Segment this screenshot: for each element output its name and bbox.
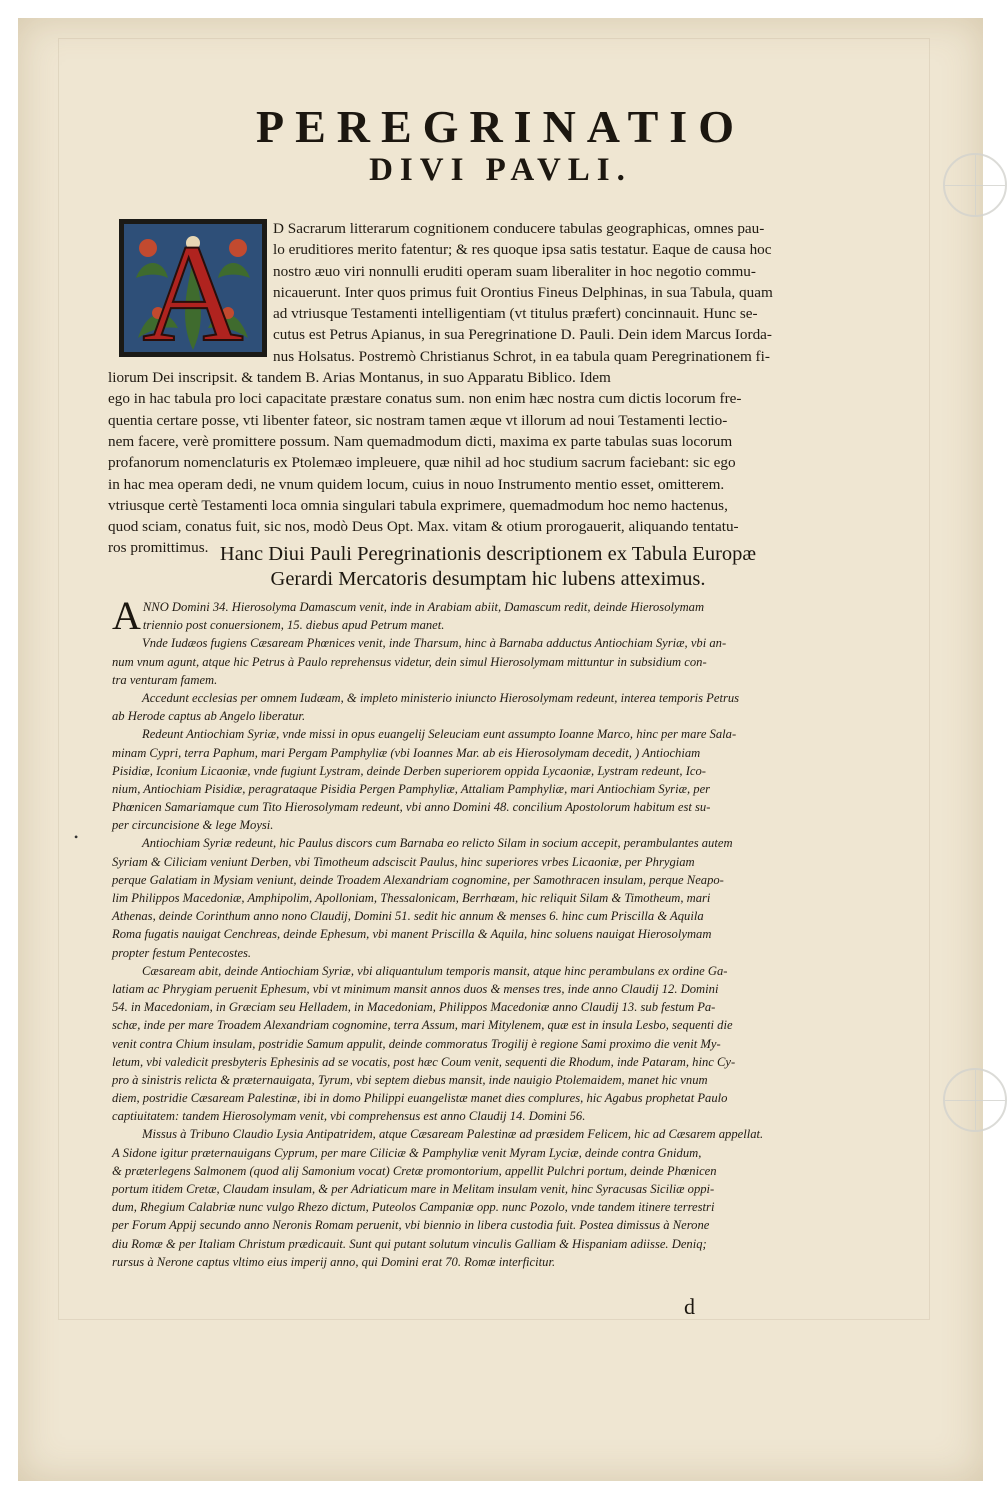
section-heading [128,542,848,592]
body-line: perque Galatiam in Mysiam veniunt, deinde Troadem Alexandriam cognomine, per Samothracen insulam, perque Neapo- [112,872,724,887]
body-line: Missus à Tribuno Claudio Lysia Antipatridem, atque Cæsaream Palestinæ ad præsidem Felicem, hic ad Cæsarem appellat. [142,1127,764,1142]
body-line-text: NNO Domini 34. Hierosolyma Damascum venit, inde in Arabiam abiit, Damascum redit, deinde Hierosolymam [142,600,705,614]
intro-line: quentia certare posse, vti libenter fateor, sic nostram tamen æque vt illorum ad noui Testamenti lectio- [108,411,728,429]
intro-line: quod sciam, conatus fuit, sic nos, modò Deus Opt. Max. vitam & otium prorogauerit, aliquando tentatu- [108,518,739,536]
intro-line: ego in hac tabula pro loci capacitate præstare conatus sum. non enim hæc nostra cum dictis locorum fre- [108,390,742,408]
body-paragraph [112,593,872,638]
decorated-initial [118,216,268,371]
body-line: 54. in Macedoniam, in Græciam seu Helladem, in Macedoniam, Philippos Macedoniæ anno Claudij 13. sub festum Pa- [112,1000,716,1015]
body-line: Pisidiæ, Iconium Licaoniæ, vnde fugiunt Lystram, deinde Derben superiorem oppida Lycaoniæ, Lystram redeunt, Ico- [112,763,706,778]
body-line: captiuitatem: tandem Hierosolymam venit, vbi comprehensus est anno Claudij 14. Domini 56. [112,1109,586,1124]
body-line: portum itidem Cretæ, Claudam insulam, & per Adriaticum mare in Melitam insulam venit, hinc Syracusas Siciliæ oppi- [112,1182,715,1196]
margin-mark: • [74,830,79,844]
body-line: triennio post conuersionem, 15. diebus apud Petrum manet. [142,618,445,633]
intro-line: in hac mea operam dedi, ne vnum quidem locum, cuius in nouo Instrumento mentio esset, omitterem. [108,475,725,493]
body-line: diu Romæ & per Italiam Christum prædicauit. Sunt qui putant solutum vinculis Galliam & Hispaniam adiisse. Deniq; [112,1236,707,1251]
body-line: pro à sinistris relicta & præternauigata, Tyrum, vbi septem diebus mansit, inde nauigio Ptolemaidem, manet hic vnum [112,1072,708,1087]
signature-mark: d [684,1294,695,1319]
body-line: lim Philippos Macedoniæ, Amphipolim, Apolloniam, Thessalonicam, Berrhœam, hic reliquit Silam & Timotheum, mari [112,891,711,905]
section-heading-line-1: Hanc Diui Pauli Peregrinationis descriptionem ex Tabula Europæ [219,543,757,565]
body-line: tra venturam famem. [112,672,218,687]
body-line: nium, Antiochiam Pisidiæ, peragrataque Pisidia Pergen Pamphyliæ, Attaliam Pamphyliæ, mari Antiochiam Syriæ, per [112,781,711,796]
body-line: per Forum Appij secundo anno Neronis Romam peruenit, vbi biennio in libera custodia fuit. Postea dimissus à Nerone [112,1218,710,1233]
intro-line: vtriusque certè Testamenti loca omnia singulari tabula exprimere, quemadmodum hoc nemo hactenus, [108,496,728,514]
intro-line: nem facere, verè promittere possum. Nam quemadmodum dicti, maxima ex parte tabulas suas locorum [108,432,733,450]
body-line: Redeunt Antiochiam Syriæ, vnde missi in opus euangelij Seleuciam eunt assumpto Ioanne Marco, hinc per mare Sala- [142,727,737,742]
peregrination-body [112,593,872,1271]
intro-line: cutus est Petrus Apianus, in sua Peregrinatione D. Pauli. Dein idem Marcus Iorda- [273,326,772,344]
body-line: Accedunt ecclesias per omnem Iudæam, & impleto ministerio iniuncto Hierosolymam redeunt, interea temporis Petrus [142,690,740,705]
body-line: propter festum Pentecostes. [112,945,252,960]
body-line: Syriam & Ciliciam veniunt Derben, vbi Timotheum adsciscit Paulus, hinc superiores vrbes Licaoniæ, per Phrygiam [112,854,695,869]
initial-letter: A [142,216,244,371]
body-line: Vnde Iudæos fugiens Cæsaream Phœnices venit, inde Tharsum, hinc à Barnaba adductus Antiochiam Syriæ, vbi an- [142,636,727,651]
body-line: diem, postridie Cæsaream Palestinæ, ibi in domo Philippi euangelistæ manet dies complures, hic Agabus prophetat Paulo [112,1091,728,1106]
intro-line: nostro æuo viri nonnulli eruditi operam suam liberaliter in hoc negotio commu- [273,262,756,280]
body-line: per circuncisione & lege Moysi. [112,818,274,833]
body-line: ab Herode captus ab Angelo liberatur. [112,709,306,724]
body-line: Cæsaream abit, deinde Antiochiam Syriæ, vbi aliquantulum temporis mansit, atque hinc perambulans ex ordine Ga- [142,963,728,978]
body-line: num vnum agunt, atque hic Petrus à Paulo reprehensus videtur, dein simul Hierosolymam mittuntur in subsidium con- [112,654,707,669]
intro-line: liorum Dei inscripsit. & tandem B. Arias Montanus, in suo Apparatu Biblico. Idem [108,369,611,387]
body-paragraph [112,1125,872,1271]
body-paragraph [112,962,872,1126]
body-line: & præterlegens Salmonem (quod alij Samonium vocat) Cretæ promontorium, appellit Pulchri portum, deinde Phœnicen [112,1163,717,1178]
body-line: minam Cypri, terra Paphum, mari Pergam Pamphyliæ (vbi Ioannes Mar. ab eis Hierosolymam decedit, ) Antiochiam [112,745,701,760]
section-heading-line-2: Gerardi Mercatoris desumptam hic lubens atteximus. [270,568,706,590]
body-line: dum, Rhegium Calabriæ nunc vulgo Rhezo dictum, Puteolos Campaniæ opp. nunc Pozolo, vnde tandem itinere terrestri [112,1200,715,1215]
body-line: letum, vbi valedicit presbyteris Ephesinis ad se vocatis, post hæc Coum venit, sequenti die Rhodum, inde Pataram, hinc Cy- [112,1054,736,1069]
body-line: Phœnicen Samariamque cum Tito Hierosolymam redeunt, vbi anno Domini 48. concilium Apostolorum habitum est su- [112,800,711,815]
intro-line: nus Holsatus. Postremò Christianus Schrot, in ea tabula quam Peregrinationem fi- [273,347,770,365]
intro-line: nicauerunt. Inter quos primus fuit Orontius Fineus Delphinas, in sua Tabula, quam [273,283,773,301]
intro-line: ros promittimus. [108,539,209,557]
body-line: schæ, inde per mare Troadem Alexandriam cognomine, terra Assum, mari Mitylenem, quæ est in insula Lesbo, sequenti die [112,1018,733,1033]
intro-line: D Sacrarum litterarum cognitionem conducere tabulas geographicas, omnes pau- [273,220,765,237]
body-line: Antiochiam Syriæ redeunt, hic Paulus discors cum Barnaba eo relicto Silam in socium accepit, perambulantes autem [142,836,733,851]
body-paragraph [112,834,872,961]
body-line: latiam ac Phrygiam peruenit Ephesum, vbi vt minimum mansit annos duos & menses tres, inde anno Claudij 12. Domini [112,981,719,996]
body-paragraph [112,634,872,689]
body-line: rursus à Nerone captus vltimo eius imperij anno, qui Domini erat 70. Romæ interficitur. [112,1254,556,1269]
body-paragraph [112,689,872,725]
body-line: Roma fugatis nauigat Cenchreas, deinde Ephesum, vbi manent Priscilla & Aquila, hinc soluens nauigat Hierosolymam [112,927,712,942]
body-line: venit contra Chium insulam, postridie Samum appulit, deinde commoratus Trogilij è regione Sami proximo die venit My- [112,1036,721,1051]
page-title: PEREGRINATIO [256,101,745,152]
body-line: Athenas, deinde Corinthum anno nono Claudij, Domini 51. sedit hic annum & menses 6. hinc cum Priscilla & Aquila [112,909,704,924]
intro-line: profanorum nomenclaturis ex Ptolemæo impleuere, quæ nihil ad hoc studium sacrum faciebant: sic ego [108,454,736,472]
body-dropcap: A [112,593,141,638]
parchment-sheet [18,18,983,1481]
globe-watermark-bottom [943,1068,1007,1132]
body-line: A Sidone igitur præternauigans Cyprum, per mare Ciliciæ & Pamphyliæ venit Myram Lyciæ, deinde contra Gnidum, [112,1145,702,1160]
body-paragraph [112,725,872,834]
page-subtitle: DIVI PAVLI. [369,152,632,188]
intro-line: lo eruditiores merito fatentur; & res quoque ipsa satis testatur. Eaque de causa hoc [273,241,772,259]
intro-line: ad vtriusque Testamenti intelligentiam (vt titulus præfert) concinnauit. Hunc se- [273,305,758,323]
